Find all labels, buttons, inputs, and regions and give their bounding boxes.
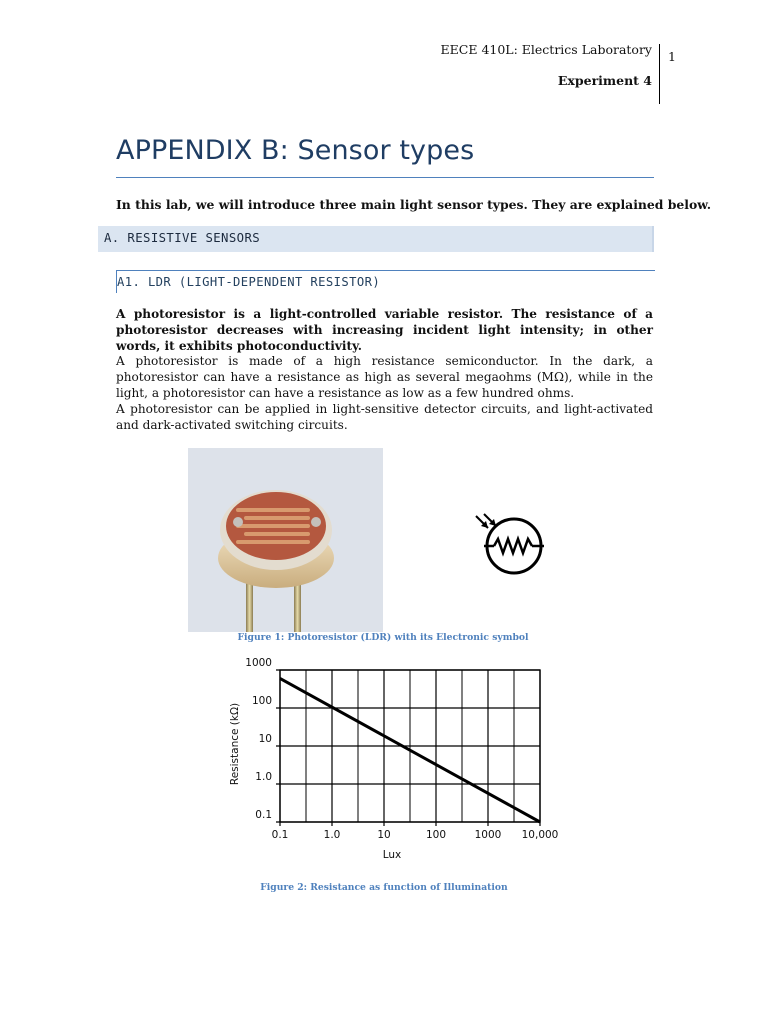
body-text	[116, 307, 653, 433]
section-heading-text: A. RESISTIVE SENSORS	[104, 231, 261, 245]
chart-x-axis-label: Lux	[382, 849, 402, 861]
page-number: 1	[668, 49, 676, 64]
resistance-vs-illumination-chart	[222, 657, 559, 868]
title-underline	[116, 177, 654, 178]
figure-1-caption: Figure 1: Photoresistor (LDR) with its Electronic symbol	[237, 632, 529, 643]
paragraph-1: A photoresistor is a light-controlled variable resistor. The resistance of a photoresistor decreases with increasing incident light intensity; in other words, it exhibits photoconductivity.	[116, 307, 653, 353]
chart-x-tick-label: 0.1	[271, 829, 289, 841]
figure-2-caption: Figure 2: Resistance as function of Illumination	[260, 882, 508, 893]
chart-x-tick-label: 1.0	[323, 829, 341, 841]
paragraph-3: A photoresistor can be applied in light-sensitive detector circuits, and light-activated and dark-activated switching circuits.	[116, 401, 653, 432]
header-experiment: Experiment 4	[557, 73, 652, 88]
chart-y-tick-label: 1.0	[255, 771, 272, 783]
ldr-symbol-icon	[470, 512, 546, 576]
chart-x-tick-label: 10	[377, 829, 391, 841]
chart-x-tick-label: 100	[425, 829, 447, 841]
subsection-heading-ldr	[116, 270, 655, 293]
chart-x-tick-label: 1000	[474, 829, 502, 841]
paragraph-2: A photoresistor is made of a high resistance semiconductor. In the dark, a photoresistor can have a resistance as high as several megaohms (MΩ), while in the light, a photoresistor can have a resistance as low as a few hundred ohms.	[116, 354, 653, 400]
page-title: APPENDIX B: Sensor types	[116, 135, 475, 166]
header-course: EECE 410L: Electrics Laboratory	[440, 42, 652, 57]
ldr-photo	[188, 448, 383, 632]
chart-y-tick-label: 1000	[245, 657, 272, 669]
subsection-heading-text: A1. LDR (LIGHT-DEPENDENT RESISTOR)	[117, 275, 381, 289]
intro-text: In this lab, we will introduce three main light sensor types. They are explained below.	[116, 197, 712, 212]
header-divider	[659, 44, 660, 104]
chart-y-axis-label: Resistance (kΩ)	[229, 702, 241, 786]
chart-y-tick-label: 0.1	[255, 809, 272, 821]
chart-y-tick-label: 100	[251, 695, 272, 707]
chart-y-tick-label: 10	[258, 733, 272, 745]
chart-x-tick-label: 10,000	[521, 829, 559, 841]
section-heading-resistive	[98, 226, 654, 252]
